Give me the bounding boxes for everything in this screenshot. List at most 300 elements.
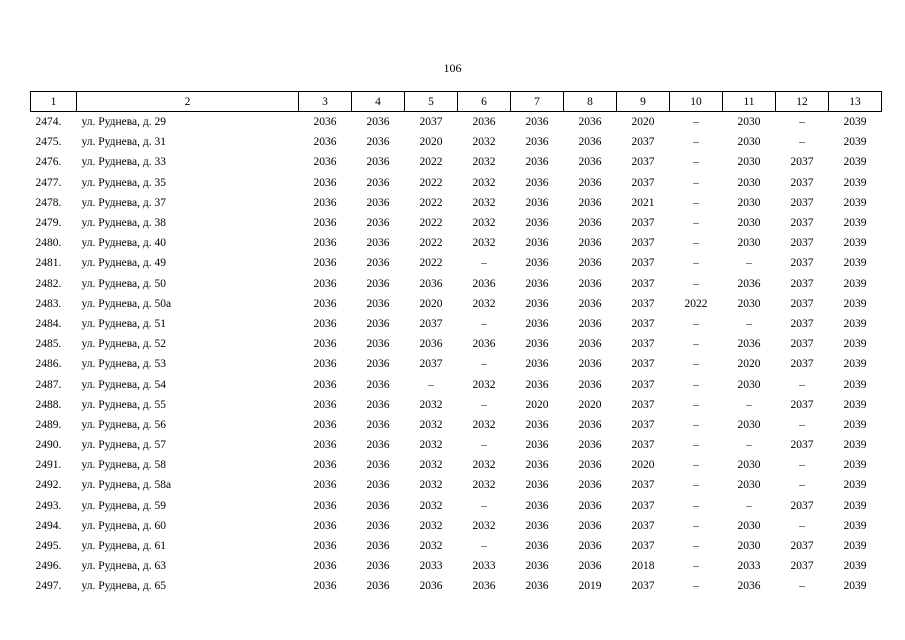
year-cell: 2036: [525, 519, 549, 532]
year-cell: 2039: [843, 317, 867, 330]
year-cell: –: [799, 479, 805, 492]
year-cell: 2036: [525, 378, 549, 391]
year-cell: 2039: [843, 540, 867, 553]
schedule-table: [30, 91, 882, 597]
year-cell: 2036: [737, 277, 761, 290]
year-cell: 2036: [313, 116, 337, 129]
year-cell: 2033: [472, 560, 496, 573]
year-cell: 2032: [419, 398, 443, 411]
year-cell: 2018: [631, 560, 655, 573]
table-row: [31, 112, 882, 133]
year-cell: 2036: [578, 439, 602, 452]
year-cell: 2036: [313, 358, 337, 371]
address-cell: ул. Руднева, д. 61: [81, 540, 166, 553]
row-number: 2490.: [35, 439, 62, 452]
year-cell: 2037: [631, 277, 655, 290]
year-cell: 2036: [366, 499, 390, 512]
table-row: [31, 395, 882, 415]
year-cell: 2036: [578, 418, 602, 431]
year-cell: 2032: [419, 439, 443, 452]
year-cell: –: [799, 459, 805, 472]
row-number: 2478.: [35, 196, 62, 209]
year-cell: –: [693, 519, 699, 532]
year-cell: 2036: [313, 560, 337, 573]
row-number: 2493.: [35, 499, 62, 512]
year-cell: 2039: [843, 136, 867, 149]
year-cell: –: [693, 156, 699, 169]
table-row: [31, 213, 882, 233]
year-cell: 2036: [578, 257, 602, 270]
year-cell: 2037: [631, 398, 655, 411]
row-number: 2474.: [35, 116, 62, 129]
year-cell: 2037: [790, 560, 814, 573]
year-cell: 2036: [525, 459, 549, 472]
year-cell: 2037: [631, 317, 655, 330]
year-cell: 2036: [366, 217, 390, 230]
table-row: [31, 193, 882, 213]
row-number: 2483.: [35, 297, 62, 310]
year-cell: 2036: [525, 418, 549, 431]
year-cell: 2036: [578, 136, 602, 149]
year-cell: 2036: [525, 277, 549, 290]
year-cell: 2036: [366, 317, 390, 330]
year-cell: 2037: [631, 297, 655, 310]
year-cell: 2037: [631, 358, 655, 371]
year-cell: 2036: [525, 297, 549, 310]
row-number: 2489.: [35, 418, 62, 431]
year-cell: 2036: [419, 580, 443, 593]
year-cell: 2036: [366, 116, 390, 129]
year-cell: 2036: [419, 338, 443, 351]
table-row: [31, 556, 882, 576]
year-cell: 2037: [631, 237, 655, 250]
year-cell: 2020: [631, 459, 655, 472]
address-cell: ул. Руднева, д. 38: [81, 217, 166, 230]
year-cell: 2036: [366, 479, 390, 492]
year-cell: 2037: [790, 499, 814, 512]
year-cell: 2037: [631, 338, 655, 351]
year-cell: 2036: [313, 297, 337, 310]
year-cell: 2036: [525, 116, 549, 129]
table-row: [31, 274, 882, 294]
year-cell: 2037: [631, 439, 655, 452]
year-cell: 2032: [472, 156, 496, 169]
year-cell: 2039: [843, 398, 867, 411]
row-number: 2484.: [35, 317, 62, 330]
year-cell: 2036: [366, 156, 390, 169]
year-cell: 2036: [472, 116, 496, 129]
year-cell: 2039: [843, 196, 867, 209]
year-cell: 2032: [472, 297, 496, 310]
address-cell: ул. Руднева, д. 63: [81, 560, 166, 573]
year-cell: 2037: [790, 156, 814, 169]
year-cell: 2036: [313, 237, 337, 250]
year-cell: 2036: [366, 237, 390, 250]
year-cell: 2032: [472, 196, 496, 209]
year-cell: 2039: [843, 358, 867, 371]
table-row: [31, 314, 882, 334]
year-cell: 2037: [790, 196, 814, 209]
year-cell: 2030: [737, 217, 761, 230]
year-cell: 2039: [843, 560, 867, 573]
year-cell: –: [481, 499, 487, 512]
year-cell: 2037: [790, 317, 814, 330]
year-cell: 2020: [419, 136, 443, 149]
year-cell: 2039: [843, 237, 867, 250]
year-cell: 2036: [578, 499, 602, 512]
year-cell: 2036: [366, 358, 390, 371]
address-cell: ул. Руднева, д. 51: [81, 317, 166, 330]
year-cell: 2036: [366, 338, 390, 351]
row-number: 2476.: [35, 156, 62, 169]
year-cell: 2036: [578, 297, 602, 310]
year-cell: 2036: [578, 317, 602, 330]
address-cell: ул. Руднева, д. 35: [81, 176, 166, 189]
year-cell: 2036: [578, 519, 602, 532]
row-number: 2477.: [35, 176, 62, 189]
year-cell: 2030: [737, 540, 761, 553]
year-cell: 2021: [631, 196, 655, 209]
year-cell: 2039: [843, 418, 867, 431]
year-cell: 2036: [525, 439, 549, 452]
year-cell: 2030: [737, 519, 761, 532]
column-header-3: 3: [299, 92, 352, 112]
year-cell: –: [746, 398, 752, 411]
year-cell: 2022: [419, 176, 443, 189]
year-cell: 2022: [419, 156, 443, 169]
year-cell: –: [799, 418, 805, 431]
year-cell: 2036: [313, 479, 337, 492]
year-cell: 2036: [578, 277, 602, 290]
year-cell: –: [693, 338, 699, 351]
year-cell: 2036: [313, 277, 337, 290]
year-cell: 2037: [790, 217, 814, 230]
year-cell: 2036: [578, 237, 602, 250]
address-cell: ул. Руднева, д. 40: [81, 237, 166, 250]
year-cell: 2036: [313, 156, 337, 169]
header-row: [31, 92, 882, 112]
year-cell: 2036: [366, 439, 390, 452]
year-cell: 2030: [737, 116, 761, 129]
year-cell: 2036: [366, 519, 390, 532]
address-cell: ул. Руднева, д. 58: [81, 459, 166, 472]
year-cell: 2032: [472, 459, 496, 472]
column-header-10: 10: [670, 92, 723, 112]
year-cell: 2036: [737, 580, 761, 593]
year-cell: –: [799, 136, 805, 149]
year-cell: –: [693, 176, 699, 189]
row-number: 2479.: [35, 217, 62, 230]
address-cell: ул. Руднева, д. 59: [81, 499, 166, 512]
year-cell: 2039: [843, 479, 867, 492]
year-cell: 2039: [843, 519, 867, 532]
table-row: [31, 173, 882, 193]
year-cell: 2037: [790, 358, 814, 371]
year-cell: 2037: [631, 580, 655, 593]
year-cell: 2020: [737, 358, 761, 371]
address-cell: ул. Руднева, д. 60: [81, 519, 166, 532]
year-cell: 2037: [631, 378, 655, 391]
column-header-9: 9: [617, 92, 670, 112]
year-cell: –: [693, 540, 699, 553]
year-cell: 2036: [525, 196, 549, 209]
year-cell: 2036: [578, 196, 602, 209]
year-cell: 2037: [631, 136, 655, 149]
year-cell: 2032: [419, 459, 443, 472]
year-cell: 2037: [631, 499, 655, 512]
year-cell: 2036: [313, 317, 337, 330]
year-cell: –: [799, 116, 805, 129]
address-cell: ул. Руднева, д. 29: [81, 116, 166, 129]
year-cell: 2036: [419, 277, 443, 290]
year-cell: 2032: [419, 479, 443, 492]
year-cell: –: [481, 398, 487, 411]
table-row: [31, 334, 882, 354]
year-cell: 2020: [419, 297, 443, 310]
year-cell: 2036: [313, 499, 337, 512]
row-number: 2494.: [35, 519, 62, 532]
year-cell: 2036: [525, 560, 549, 573]
year-cell: –: [693, 237, 699, 250]
year-cell: 2032: [472, 136, 496, 149]
year-cell: 2036: [525, 317, 549, 330]
year-cell: 2036: [737, 338, 761, 351]
address-cell: ул. Руднева, д. 31: [81, 136, 166, 149]
year-cell: 2032: [472, 479, 496, 492]
year-cell: 2036: [366, 418, 390, 431]
year-cell: 2037: [790, 237, 814, 250]
column-header-2: 2: [77, 92, 299, 112]
year-cell: 2037: [631, 257, 655, 270]
year-cell: 2032: [419, 499, 443, 512]
year-cell: 2036: [525, 479, 549, 492]
year-cell: 2037: [631, 479, 655, 492]
table-row: [31, 415, 882, 435]
table-row: [31, 455, 882, 475]
address-cell: ул. Руднева, д. 53: [81, 358, 166, 371]
year-cell: –: [693, 257, 699, 270]
table-row: [31, 496, 882, 516]
year-cell: 2036: [525, 217, 549, 230]
year-cell: –: [481, 439, 487, 452]
year-cell: 2036: [366, 257, 390, 270]
year-cell: 2036: [578, 176, 602, 189]
row-number: 2485.: [35, 338, 62, 351]
table-row: [31, 374, 882, 394]
year-cell: 2036: [366, 398, 390, 411]
year-cell: 2036: [525, 338, 549, 351]
year-cell: 2036: [366, 459, 390, 472]
year-cell: –: [746, 439, 752, 452]
year-cell: –: [799, 580, 805, 593]
year-cell: 2036: [366, 176, 390, 189]
table-row: [31, 294, 882, 314]
year-cell: 2036: [366, 277, 390, 290]
year-cell: 2037: [631, 540, 655, 553]
year-cell: 2036: [578, 217, 602, 230]
year-cell: –: [799, 519, 805, 532]
year-cell: 2030: [737, 459, 761, 472]
column-header-6: 6: [458, 92, 511, 112]
year-cell: 2036: [525, 237, 549, 250]
table-row: [31, 475, 882, 495]
year-cell: 2039: [843, 297, 867, 310]
page-number: 106: [443, 61, 462, 75]
year-cell: 2039: [843, 176, 867, 189]
year-cell: 2030: [737, 237, 761, 250]
year-cell: –: [746, 499, 752, 512]
year-cell: –: [693, 378, 699, 391]
year-cell: 2039: [843, 257, 867, 270]
address-cell: ул. Руднева, д. 37: [81, 196, 166, 209]
year-cell: –: [693, 136, 699, 149]
year-cell: 2036: [366, 560, 390, 573]
year-cell: –: [428, 378, 434, 391]
year-cell: –: [481, 257, 487, 270]
table-row: [31, 132, 882, 152]
year-cell: –: [693, 277, 699, 290]
address-cell: ул. Руднева, д. 65: [81, 580, 166, 593]
table-row: [31, 536, 882, 556]
year-cell: –: [693, 358, 699, 371]
address-cell: ул. Руднева, д. 56: [81, 418, 166, 431]
year-cell: 2037: [631, 176, 655, 189]
year-cell: –: [693, 479, 699, 492]
year-cell: 2022: [419, 237, 443, 250]
year-cell: 2032: [472, 418, 496, 431]
address-cell: ул. Руднева, д. 57: [81, 439, 166, 452]
year-cell: 2032: [472, 519, 496, 532]
year-cell: 2036: [578, 479, 602, 492]
year-cell: 2037: [790, 297, 814, 310]
year-cell: –: [799, 378, 805, 391]
column-header-1: 1: [31, 92, 77, 112]
year-cell: 2037: [631, 156, 655, 169]
year-cell: 2036: [472, 277, 496, 290]
row-number: 2481.: [35, 257, 62, 270]
row-number: 2488.: [35, 398, 62, 411]
row-number: 2475.: [35, 136, 62, 149]
row-number: 2497.: [35, 580, 62, 593]
year-cell: 2036: [578, 338, 602, 351]
year-cell: 2030: [737, 176, 761, 189]
column-header-7: 7: [511, 92, 564, 112]
year-cell: 2037: [790, 439, 814, 452]
year-cell: 2020: [525, 398, 549, 411]
year-cell: 2022: [684, 297, 708, 310]
year-cell: 2032: [419, 540, 443, 553]
year-cell: 2036: [525, 176, 549, 189]
year-cell: 2030: [737, 196, 761, 209]
year-cell: –: [746, 257, 752, 270]
year-cell: 2037: [790, 277, 814, 290]
year-cell: 2030: [737, 418, 761, 431]
year-cell: 2036: [525, 257, 549, 270]
year-cell: 2032: [472, 176, 496, 189]
table-row: [31, 233, 882, 253]
year-cell: 2039: [843, 459, 867, 472]
year-cell: 2030: [737, 378, 761, 391]
year-cell: 2036: [525, 136, 549, 149]
year-cell: 2036: [578, 378, 602, 391]
table-row: [31, 576, 882, 596]
year-cell: 2036: [366, 297, 390, 310]
year-cell: 2036: [313, 378, 337, 391]
year-cell: 2039: [843, 338, 867, 351]
year-cell: 2036: [313, 176, 337, 189]
address-cell: ул. Руднева, д. 52: [81, 338, 166, 351]
year-cell: 2037: [790, 257, 814, 270]
year-cell: 2036: [366, 540, 390, 553]
address-cell: ул. Руднева, д. 50а: [81, 297, 172, 310]
year-cell: –: [693, 560, 699, 573]
table-row: [31, 253, 882, 273]
year-cell: –: [693, 196, 699, 209]
year-cell: –: [693, 439, 699, 452]
year-cell: 2036: [313, 418, 337, 431]
year-cell: 2036: [313, 459, 337, 472]
year-cell: 2036: [366, 136, 390, 149]
year-cell: 2022: [419, 217, 443, 230]
row-number: 2495.: [35, 540, 62, 553]
year-cell: 2036: [313, 338, 337, 351]
year-cell: –: [481, 540, 487, 553]
year-cell: 2036: [578, 156, 602, 169]
year-cell: 2036: [313, 519, 337, 532]
year-cell: –: [481, 317, 487, 330]
year-cell: –: [481, 358, 487, 371]
year-cell: 2036: [525, 499, 549, 512]
year-cell: 2036: [366, 580, 390, 593]
year-cell: –: [693, 459, 699, 472]
year-cell: 2037: [790, 176, 814, 189]
row-number: 2496.: [35, 560, 62, 573]
year-cell: 2032: [472, 217, 496, 230]
year-cell: 2039: [843, 580, 867, 593]
year-cell: 2036: [525, 580, 549, 593]
year-cell: 2036: [313, 217, 337, 230]
year-cell: 2036: [578, 358, 602, 371]
year-cell: 2039: [843, 217, 867, 230]
year-cell: 2037: [790, 540, 814, 553]
year-cell: 2036: [525, 358, 549, 371]
year-cell: 2039: [843, 116, 867, 129]
year-cell: –: [693, 418, 699, 431]
year-cell: 2036: [578, 116, 602, 129]
year-cell: 2037: [790, 338, 814, 351]
year-cell: 2030: [737, 136, 761, 149]
column-header-4: 4: [352, 92, 405, 112]
table-row: [31, 435, 882, 455]
year-cell: –: [693, 398, 699, 411]
year-cell: 2037: [631, 217, 655, 230]
year-cell: 2037: [631, 519, 655, 532]
year-cell: 2036: [313, 196, 337, 209]
year-cell: –: [693, 116, 699, 129]
row-number: 2480.: [35, 237, 62, 250]
year-cell: 2032: [472, 378, 496, 391]
year-cell: 2036: [578, 560, 602, 573]
year-cell: 2030: [737, 479, 761, 492]
year-cell: 2039: [843, 277, 867, 290]
column-header-8: 8: [564, 92, 617, 112]
year-cell: 2037: [419, 317, 443, 330]
year-cell: 2030: [737, 297, 761, 310]
year-cell: 2039: [843, 378, 867, 391]
column-header-11: 11: [723, 92, 776, 112]
address-cell: ул. Руднева, д. 55: [81, 398, 166, 411]
year-cell: 2036: [472, 580, 496, 593]
